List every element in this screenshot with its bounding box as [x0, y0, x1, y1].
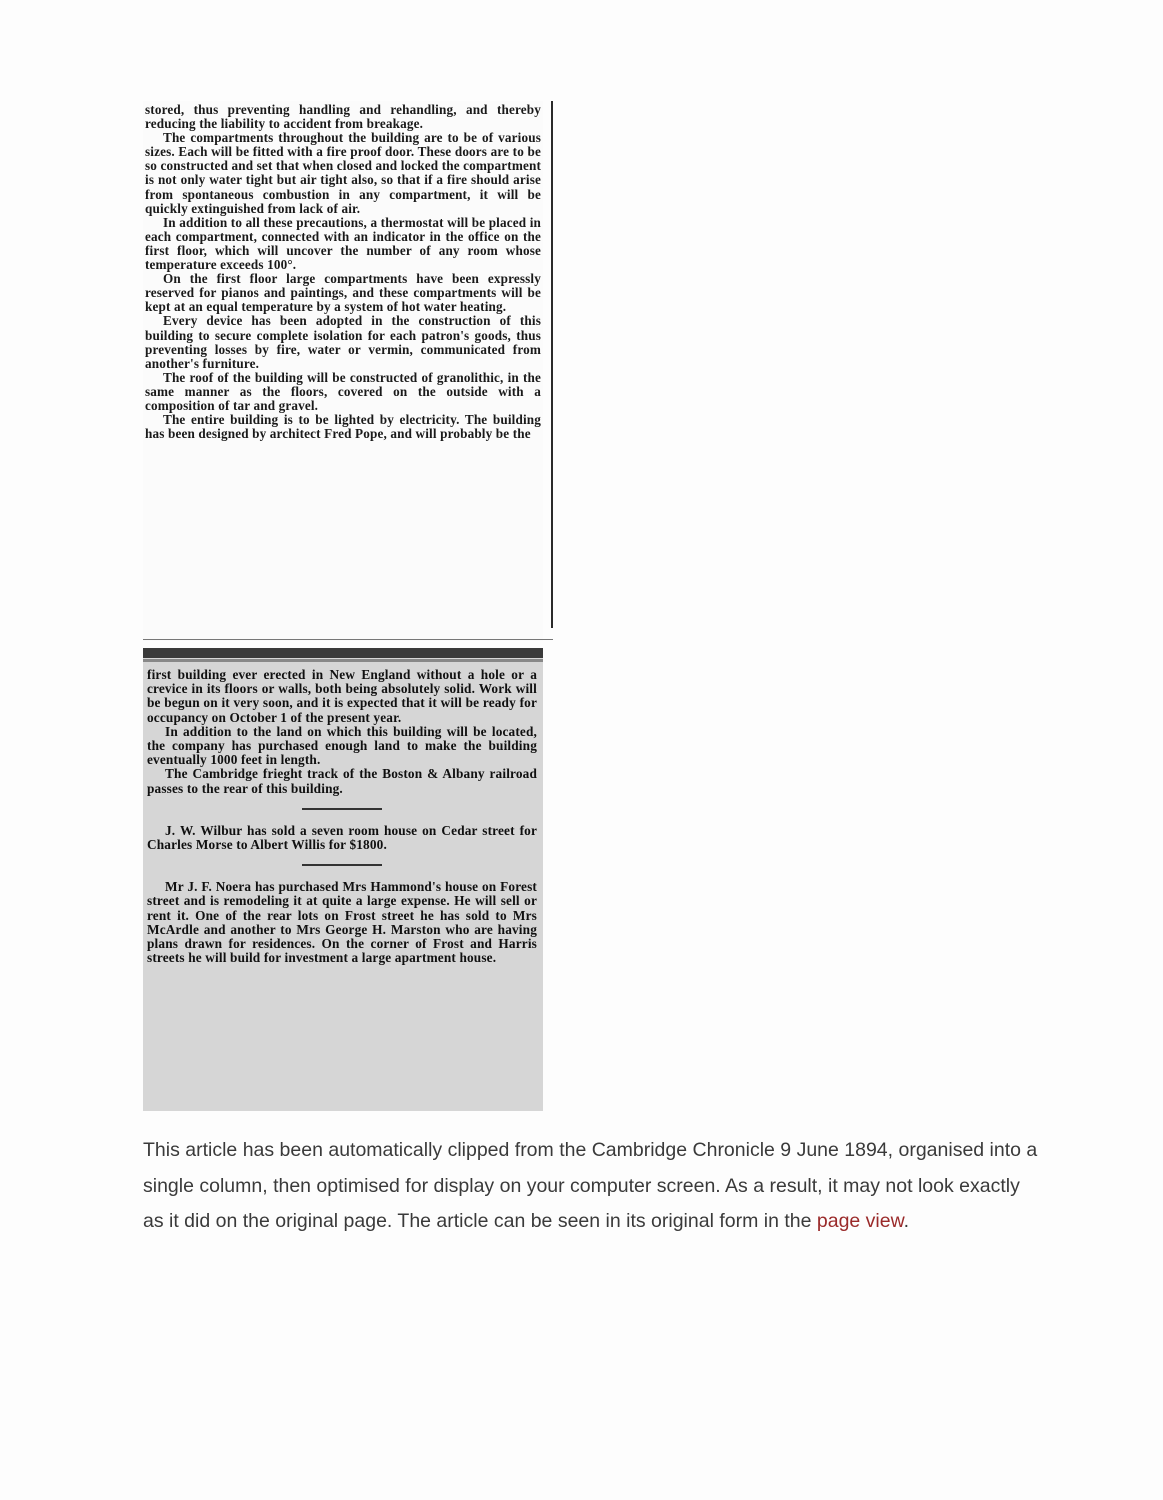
news-item-noera: Mr J. F. Noera has purchased Mrs Hammond's house on Forest street and is remodeling it at quite a large expense. He will sell or rent it. One of the rear lots on Frost street he has sold to Mrs McArdle and another to Mrs George H. Marston who are having plans drawn for residences. On the corner of Frost and Harris streets he will build for investment a large apartment house. — [147, 879, 537, 966]
article-paragraph: stored, thus preventing handling and rehandling, and thereby reducing the liability to accident from breakage. — [145, 102, 541, 132]
scan-edge-band — [143, 659, 543, 662]
article-clip-top — [143, 101, 543, 641]
clip-divider — [143, 639, 553, 640]
article-paragraph: first building ever erected in New England without a hole or a crevice in its floors or walls, both being absolutely solid. Work will be begun on it very soon, and it is expected that it will be ready for occupancy on October 1 of the present year. — [147, 667, 537, 725]
news-item-wilbur: J. W. Wilbur has sold a seven room house on Cedar street for Charles Morse to Albert Willis for $1800. — [147, 822, 537, 853]
item-separator — [302, 808, 382, 810]
column-rule — [551, 101, 553, 628]
article-paragraph: Every device has been adopted in the construction of this building to secure complete isolation for each patron's goods, thus preventing losses by fire, water or vermin, communicated from another's furniture. — [145, 313, 541, 371]
clipping-caption — [143, 1133, 1043, 1240]
article-paragraph: In addition to the land on which this building will be located, the company has purchased enough land to make the building eventually 1000 feet in length. — [147, 723, 537, 768]
scan-edge-band — [143, 648, 543, 658]
article-paragraph: The Cambridge frieght track of the Boston & Albany railroad passes to the rear of this building. — [147, 766, 537, 796]
caption-end: . — [903, 1210, 910, 1232]
article-paragraph: In addition to all these precautions, a thermostat will be placed in each compartment, connected with an indicator in the office on the first floor, which will uncover the number of any room whose temperature exceeds 100°. — [145, 214, 541, 273]
article-paragraph: The compartments throughout the building are to be of various sizes. Each will be fitted with a fire proof door. These doors are to be so constructed and set that when closed and locked the compartment is not only water tight but air tight also, so that if a fire should arise from spontaneous combustion in any compartment, it will be quickly extinguished from lack of air. — [145, 130, 541, 216]
article-paragraph: The entire building is to be lighted by electricity. The building has been designed by architect Fred Pope, and will probably be the — [145, 412, 541, 442]
article-clip-bottom — [143, 648, 543, 1111]
article-paragraph: The roof of the building will be constructed of granolithic, in the same manner as the floors, covered on the outside with a composition of tar and gravel. — [145, 369, 541, 413]
article-paragraph: On the first floor large compartments have been expressly reserved for pianos and paintings, and these compartments will be kept at an equal temperature by a system of hot water heating. — [145, 271, 541, 315]
item-separator — [302, 864, 382, 866]
caption-text: This article has been automatically clipped from the Cambridge Chronicle 9 June 1894, organised into a single column, then optimised for display on your computer screen. As a result, it may not look exactly as it did on the original page. The article can be seen in its original form in the — [143, 1139, 1038, 1232]
page-view-link[interactable]: page view — [816, 1210, 904, 1232]
